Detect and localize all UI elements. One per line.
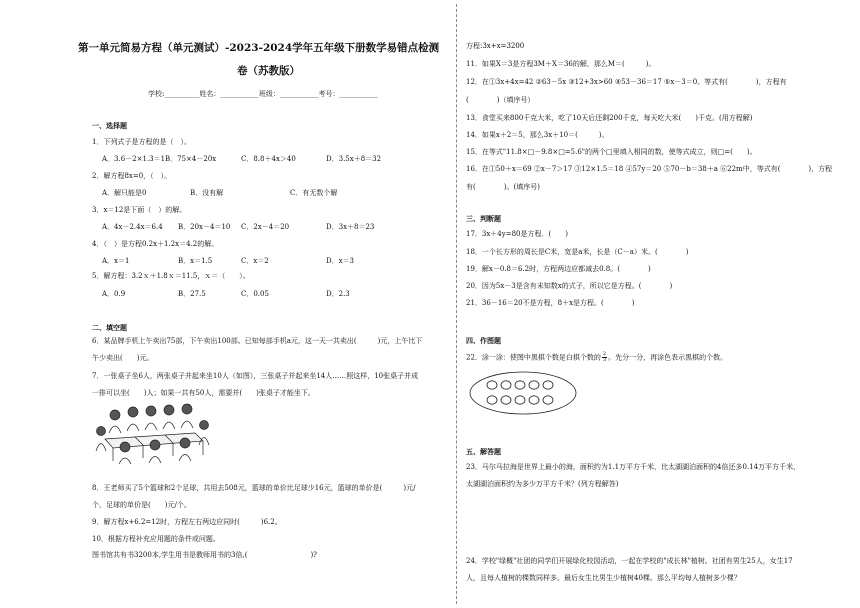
q5-option-d: D．2.3 (326, 290, 350, 298)
q3-option-a: A．4x－2.4x＝6.4 (102, 223, 163, 231)
section-draw-title: 四、作图题 (466, 336, 501, 345)
q6-line1: 6．某品牌手机上午卖出75部，下午卖出100部。已知每部手机a元，这一天一共卖出( )元，上午比下 (92, 337, 423, 345)
section-choice-title: 一、选择题 (92, 121, 127, 130)
q1-option-c: C．8.8＋4x＞40 (241, 155, 296, 163)
students-around-tables-illustration (95, 403, 210, 465)
q10-condition: 图书馆共有书3200本,学生用书是教师用书的3倍,( )? (92, 551, 317, 559)
q4-option-d: D．x＝3 (326, 257, 355, 265)
q23-line1: 23．马尔马拉海是世界上最小的海，面积约为1.1万平方千米，比太湖湖泊面积的4倍还多0.14万平方千米， (466, 463, 801, 471)
q5-option-a: A．0.9 (102, 290, 126, 298)
section-judge-title: 三、判断题 (466, 214, 501, 223)
student-info-line: 学校:__________姓名：___________班级：___________考号：___________ (148, 90, 378, 98)
q4-option-a: A．x＝1 (102, 257, 130, 265)
q24-line2: 人，且每人植树的棵数同样多。最后女生比男生少植树40棵。那么平均每人植树多少棵？ (466, 574, 741, 582)
chess-pieces-in-oval (468, 370, 578, 416)
page-title-line2: 卷（苏教版） (237, 65, 300, 77)
q20-text: 20．因为5x－3是含有未知数x的式子，所以它是方程。( ) (466, 282, 673, 290)
q1-option-d: D．3.5x＋8＝32 (326, 155, 382, 163)
q24-line1: 24．学校"绿概"社团的同学们开展绿化校园活动，一起在学校的"成长林"植树。社团有男生25人，女生17 (466, 557, 793, 565)
q2-option-a: A．解只能是0 (102, 189, 147, 197)
q5-option-c: C．0.05 (241, 290, 269, 298)
q13-text: 13．食堂买来800千克大米，吃了10天后还剩200千克，每天吃大米( )千克。(用方程解) (466, 114, 753, 122)
q19-text: 19．解x－0.8＝6.2时，方程两边应都减去0.8。( ) (466, 265, 651, 273)
q1-option-a: A．3.6－2×1.3＝1 (102, 155, 166, 163)
q23-line2: 太湖湖泊面积约为多少万平方千米？(列方程解答) (466, 480, 619, 488)
q3-option-b: B．20x－4＝10 (178, 223, 231, 231)
q17-text: 17．3x＋4y=80是方程．( ) (466, 230, 568, 238)
column-divider (456, 4, 457, 604)
q5-stem: 5．解方程：3.2ｘ＋1.8ｘ＝11.5，ｘ＝（ ）。 (92, 272, 250, 280)
q21-text: 21．36－16＝20不是方程，8＋x是方程。( ) (466, 299, 635, 307)
q14-text: 14．如果x＋2＝5，那么3x＋10＝( )。 (466, 131, 609, 139)
q6-line2: 午少卖出( )元。 (92, 354, 154, 362)
q18-text: 18．一个长方形的周长是C米，宽是a米，长是（C－a）米。( ) (466, 248, 689, 256)
q2-stem: 2．解方程8x=0，（ ）。 (92, 172, 172, 180)
q15-text: 15．在等式"11.8×□－9.8×□=5.6"的两个□里填入相同的数，使等式成立，则□=( )。 (466, 148, 757, 156)
q8-line2: 个，足球的单价是( )元/个。 (92, 501, 191, 509)
page-title-line1: 第一单元简易方程（单元测试）-2023-2024学年五年级下册数学易错点检测 (78, 42, 440, 54)
q10-equation: 方程:3x+x=3200 (466, 42, 525, 50)
q16-line1: 16．在①50＋x＝69 ②x－7＞17 ③12×1.5＝18 ④57y＝20 ⑤70－b＝38＋a ⑥22m中，等式有( )，方程 (466, 165, 833, 173)
q2-option-b: B．没有解 (190, 189, 224, 197)
right-column (458, 0, 860, 608)
q1-stem: 1．下列式子是方程的是（ ）。 (92, 138, 191, 146)
q9-text: 9．解方程x+6.2=12时，方程左右两边应同时( )6.2。 (92, 518, 282, 526)
q8-line1: 8．王老师买了5个篮球和2个足球，共用去508元，篮球的单价比足球少16元，篮球的单价是( )元/ (92, 484, 416, 492)
q3-option-d: D．3x＋8＝23 (326, 223, 375, 231)
q12-line2: ( )（填序号） (466, 96, 535, 104)
q4-option-b: B．x＝1.5 (178, 257, 213, 265)
q3-option-c: C．2x－4＝20 (241, 223, 290, 231)
q4-option-c: C．x＝2 (241, 257, 269, 265)
q10-text: 10．根据方程补充应用题的条件或问题。 (92, 535, 220, 543)
q22-text (466, 352, 727, 363)
section-solve-title: 五、解答题 (466, 447, 501, 456)
q3-stem: 3．x＝12是下面（ ）的解。 (92, 206, 187, 214)
section-fill-title: 二、填空题 (92, 323, 127, 332)
q16-line2: 有( )。(填序号) (466, 183, 540, 191)
q22-fraction (602, 352, 607, 363)
q22-fraction-numerator: 2 (602, 351, 607, 357)
q7-line1: 7．一张桌子坐6人，两张桌子并起来坐10人（如图），三张桌子并起来坐14人……照这样，10张桌子并成 (92, 372, 419, 380)
q4-stem: 4．（ ）是方程0.2x＋1.2x＝4.2的解。 (92, 240, 219, 248)
q12-line1: 12．在①3x+4x=42 ②63－5x ③12+3x>60 ④53－36＝17 ⑤x－3＝0。等式有( )，方程有 (466, 78, 787, 86)
q1-option-b: B．75×4－20x (165, 155, 217, 163)
q7-line2: 一排可以坐( )人；如果一共有50人，需要并( )张桌子才能坐下。 (92, 389, 315, 397)
q5-option-b: B．27.5 (178, 290, 206, 298)
q22-tail: 。先分一分，再涂色表示黑棋的个数。 (608, 353, 728, 362)
q22-fraction-denominator: 3 (602, 357, 607, 363)
q11-text: 11．如果X＝3是方程3M＋X＝36的解，那么M＝( )。 (466, 60, 656, 68)
q2-option-c: C．有无数个解 (290, 189, 338, 197)
q22-stem: 22．涂一涂：使图中黑棋个数是白棋个数的 (466, 353, 601, 362)
